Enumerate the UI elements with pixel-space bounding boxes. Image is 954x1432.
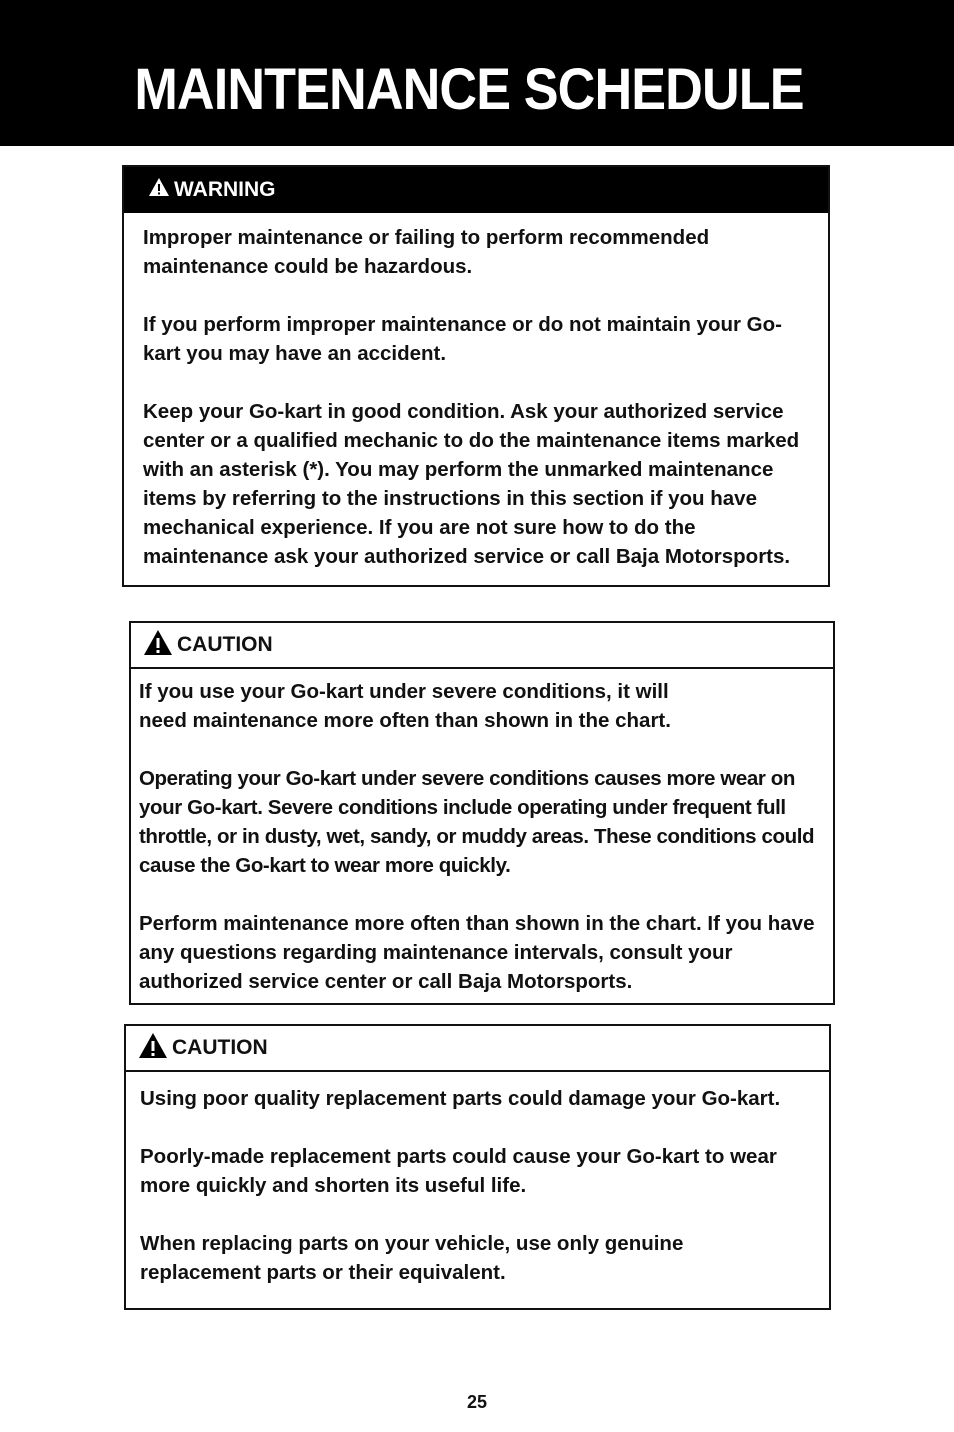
caution-paragraph: Poorly-made replacement parts could cause your Go-kart to wear more quickly and shorten its useful life.	[140, 1145, 777, 1197]
warning-box	[122, 165, 830, 587]
caution-parts-body	[126, 1072, 829, 1287]
warning-paragraph: Keep your Go-kart in good condition. Ask your authorized service center or a qualified mechanic to do the maintenance items marked with an asterisk (*). You may perform the unmarked maintenance items by referring to the instructions in this section if you have mechanical experience. If you are not sure how to do the maintenance ask your authorized service or call Baja Motorsports.	[143, 400, 800, 568]
warning-heading: WARNING	[174, 178, 276, 201]
warning-header	[124, 167, 828, 213]
caution-parts-header	[126, 1026, 829, 1072]
warning-triangle-icon	[148, 177, 170, 203]
caution-paragraph: If you use your Go-kart under severe conditions, it will need maintenance more often than shown in the chart.	[139, 680, 671, 732]
caution-severe-heading: CAUTION	[177, 633, 273, 656]
page-number: 25	[466, 1392, 488, 1412]
page-title: MAINTENANCE SCHEDULE	[134, 57, 804, 122]
caution-parts-box	[124, 1024, 831, 1310]
caution-paragraph: Operating your Go-kart under severe conditions causes more wear on your Go-kart. Severe conditions include operating under frequent full throttle, or in dusty, wet, sandy, or muddy areas. These conditions could cause the Go-kart to wear more quickly.	[139, 767, 815, 877]
warning-triangle-icon	[143, 629, 173, 662]
caution-severe-body	[131, 669, 833, 996]
warning-paragraph: Improper maintenance or failing to perform recommended maintenance could be hazardous.	[143, 226, 710, 278]
caution-severe-box	[129, 621, 835, 1005]
title-banner	[0, 0, 954, 146]
caution-paragraph: Perform maintenance more often than shown in the chart. If you have any questions regarding maintenance intervals, consult your authorized service center or call Baja Motorsports.	[139, 912, 815, 993]
caution-paragraph: Using poor quality replacement parts could damage your Go-kart.	[140, 1087, 781, 1110]
warning-triangle-icon	[138, 1032, 168, 1065]
caution-parts-heading: CAUTION	[172, 1036, 268, 1059]
caution-severe-header	[131, 623, 833, 669]
caution-paragraph: When replacing parts on your vehicle, use only genuine replacement parts or their equivalent.	[140, 1232, 684, 1284]
warning-body	[124, 213, 828, 571]
warning-paragraph: If you perform improper maintenance or do not maintain your Go-kart you may have an accident.	[143, 313, 782, 365]
